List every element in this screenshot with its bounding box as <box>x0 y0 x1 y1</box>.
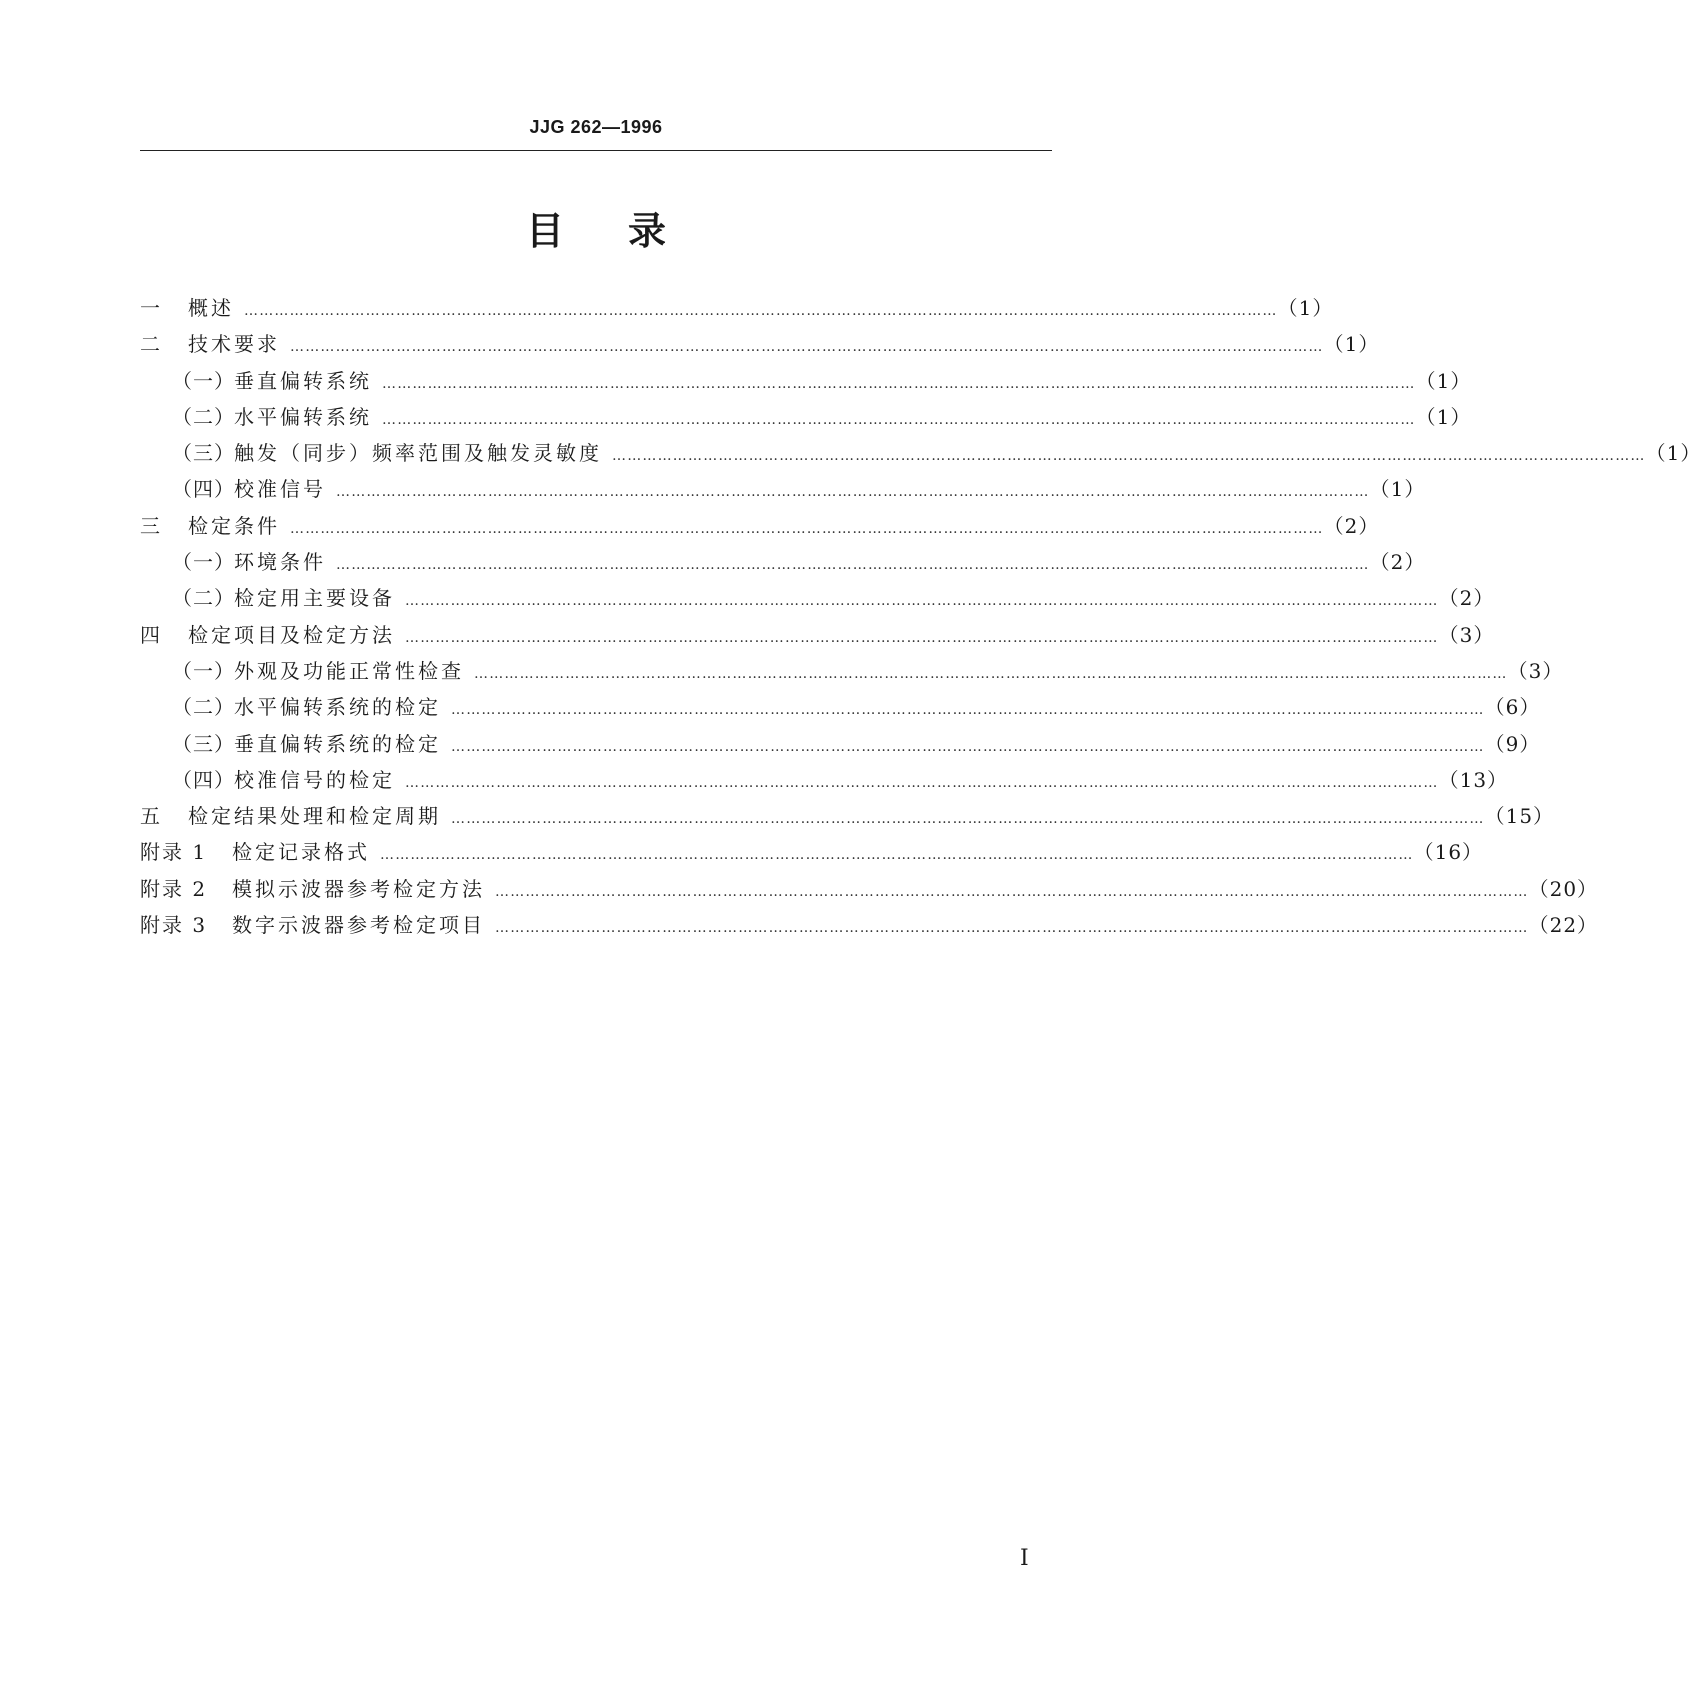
toc-entry-number: 三 <box>140 513 160 538</box>
toc-dot-leader: …………………………………………………………………………………………………………………………………………………………………………………… <box>451 702 1485 719</box>
toc-entry-number: 一 <box>140 296 160 320</box>
toc-entry-title: 概述 <box>188 296 234 320</box>
toc-dot-leader: …………………………………………………………………………………………………………………………………………………………………………………… <box>244 303 1278 319</box>
toc-dot-leader: …………………………………………………………………………………………………………………………………………………………………………………… <box>380 847 1414 864</box>
toc-entry[interactable] <box>140 726 1541 762</box>
toc-entry[interactable] <box>140 907 1599 943</box>
toc-entry-page: （1） <box>1369 477 1426 502</box>
toc-entry[interactable] <box>140 762 1509 798</box>
toc-entry[interactable] <box>140 471 1426 507</box>
toc-entry-number: （一） <box>172 658 235 683</box>
toc-entry-page: （15） <box>1484 804 1555 829</box>
toc-entry-page: （9） <box>1484 731 1541 756</box>
toc-entry-number: 附录 2 <box>140 876 208 901</box>
toc-entry-title: 水平偏转系统的检定 <box>234 695 441 720</box>
toc-entry-number: （二） <box>172 404 235 429</box>
toc-entry[interactable] <box>140 617 1495 653</box>
toc-dot-leader: …………………………………………………………………………………………………………………………………………………………………………………… <box>405 774 1439 791</box>
toc-entry-title: 校准信号 <box>234 477 326 502</box>
toc-entry-number: （二） <box>172 695 235 720</box>
toc-entry-number: 二 <box>140 332 160 357</box>
toc-entry-title: 水平偏转系统 <box>234 404 372 429</box>
toc-dot-leader: …………………………………………………………………………………………………………………………………………………………………………………… <box>290 339 1324 356</box>
toc-entry[interactable] <box>140 871 1599 907</box>
toc-entry-title: 模拟示波器参考检定方法 <box>232 876 485 901</box>
toc-entry-title: 外观及功能正常性检查 <box>234 658 464 683</box>
toc-entry-number: 附录 3 <box>140 913 208 938</box>
toc-entry-page: （1） <box>1415 404 1472 429</box>
toc-dot-leader: …………………………………………………………………………………………………………………………………………………………………………………… <box>405 629 1439 646</box>
toc-entry-page: （2） <box>1323 513 1380 538</box>
toc-entry-title: 环境条件 <box>234 550 326 575</box>
toc-entry[interactable] <box>140 689 1541 725</box>
toc-dot-leader: …………………………………………………………………………………………………………………………………………………………………………………… <box>451 738 1485 755</box>
toc-dot-leader: …………………………………………………………………………………………………………………………………………………………………………………… <box>382 411 1416 428</box>
toc-entry[interactable] <box>140 653 1564 689</box>
standard-number-header: JJG 262—1996 <box>529 117 663 137</box>
toc-entry[interactable] <box>140 435 1701 471</box>
toc-entry-page: （2） <box>1369 550 1426 575</box>
toc-entry-page: （1） <box>1645 441 1701 466</box>
toc-entry-page: （20） <box>1528 876 1599 901</box>
toc-entry-page: （16） <box>1413 840 1484 865</box>
toc-dot-leader: …………………………………………………………………………………………………………………………………………………………………………………… <box>495 883 1529 900</box>
toc-entry-number: 四 <box>140 622 160 647</box>
toc-entry-number: （一） <box>172 368 235 393</box>
toc-entry-number: （四） <box>172 477 235 502</box>
toc-title-char-1: 目 <box>525 209 564 253</box>
toc-entry-title: 校准信号的检定 <box>234 767 395 792</box>
toc-entry-page: （22） <box>1528 913 1599 938</box>
toc-entry-title: 垂直偏转系统的检定 <box>234 731 441 756</box>
toc-dot-leader: …………………………………………………………………………………………………………………………………………………………………………………… <box>474 665 1508 682</box>
toc-entry-number: （三） <box>172 441 235 466</box>
toc-entry-title: 技术要求 <box>188 332 280 357</box>
toc-entry[interactable] <box>140 798 1555 834</box>
toc-entry[interactable] <box>140 399 1472 435</box>
toc-entry-number: 附录 1 <box>140 840 208 865</box>
toc-entry-title: 检定用主要设备 <box>234 586 395 611</box>
toc-entry[interactable] <box>140 544 1426 580</box>
toc-entry-page: （6） <box>1484 695 1541 720</box>
toc-entry-title: 垂直偏转系统 <box>234 368 372 393</box>
toc-entry-title: 检定项目及检定方法 <box>188 622 395 647</box>
toc-dot-leader: …………………………………………………………………………………………………………………………………………………………………………………… <box>612 448 1646 465</box>
toc-entry-page: （2） <box>1438 586 1495 611</box>
toc-dot-leader: …………………………………………………………………………………………………………………………………………………………………………………… <box>495 920 1529 937</box>
toc-entry[interactable] <box>140 326 1380 362</box>
toc-dot-leader: …………………………………………………………………………………………………………………………………………………………………………………… <box>336 484 1370 501</box>
toc-title-char-2: 录 <box>628 209 667 253</box>
toc-entry[interactable] <box>140 834 1484 870</box>
toc-entry[interactable] <box>140 508 1380 544</box>
toc-entry-page: （13） <box>1438 767 1509 792</box>
toc-entry[interactable] <box>140 363 1472 399</box>
toc-entry-number: （四） <box>172 767 235 792</box>
toc-dot-leader: …………………………………………………………………………………………………………………………………………………………………………………… <box>336 557 1370 574</box>
toc-entry-title: 检定条件 <box>188 513 280 538</box>
toc-dot-leader: …………………………………………………………………………………………………………………………………………………………………………………… <box>382 375 1416 392</box>
toc-title <box>140 200 1052 255</box>
table-of-contents <box>140 290 1701 943</box>
header-rule <box>140 150 1052 151</box>
toc-entry-page: （1） <box>1277 296 1334 320</box>
toc-entry-number: （一） <box>172 550 235 575</box>
toc-entry-number: （三） <box>172 731 235 756</box>
toc-entry[interactable] <box>140 290 1334 326</box>
toc-dot-leader: …………………………………………………………………………………………………………………………………………………………………………………… <box>451 811 1485 828</box>
toc-entry-title: 检定结果处理和检定周期 <box>188 804 441 829</box>
toc-entry-page: （1） <box>1415 368 1472 393</box>
toc-entry-page: （3） <box>1507 658 1564 683</box>
page-folio: I <box>1020 1546 1029 1571</box>
toc-dot-leader: …………………………………………………………………………………………………………………………………………………………………………………… <box>290 520 1324 537</box>
toc-entry-title: 数字示波器参考检定项目 <box>232 913 485 938</box>
toc-entry-title: 触发（同步）频率范围及触发灵敏度 <box>234 441 602 466</box>
toc-entry-title: 检定记录格式 <box>232 840 370 865</box>
toc-entry[interactable] <box>140 580 1495 616</box>
toc-entry-page: （3） <box>1438 622 1495 647</box>
toc-entry-page: （1） <box>1323 332 1380 357</box>
toc-entry-number: （二） <box>172 586 235 611</box>
toc-dot-leader: …………………………………………………………………………………………………………………………………………………………………………………… <box>405 593 1439 610</box>
toc-entry-number: 五 <box>140 804 160 829</box>
